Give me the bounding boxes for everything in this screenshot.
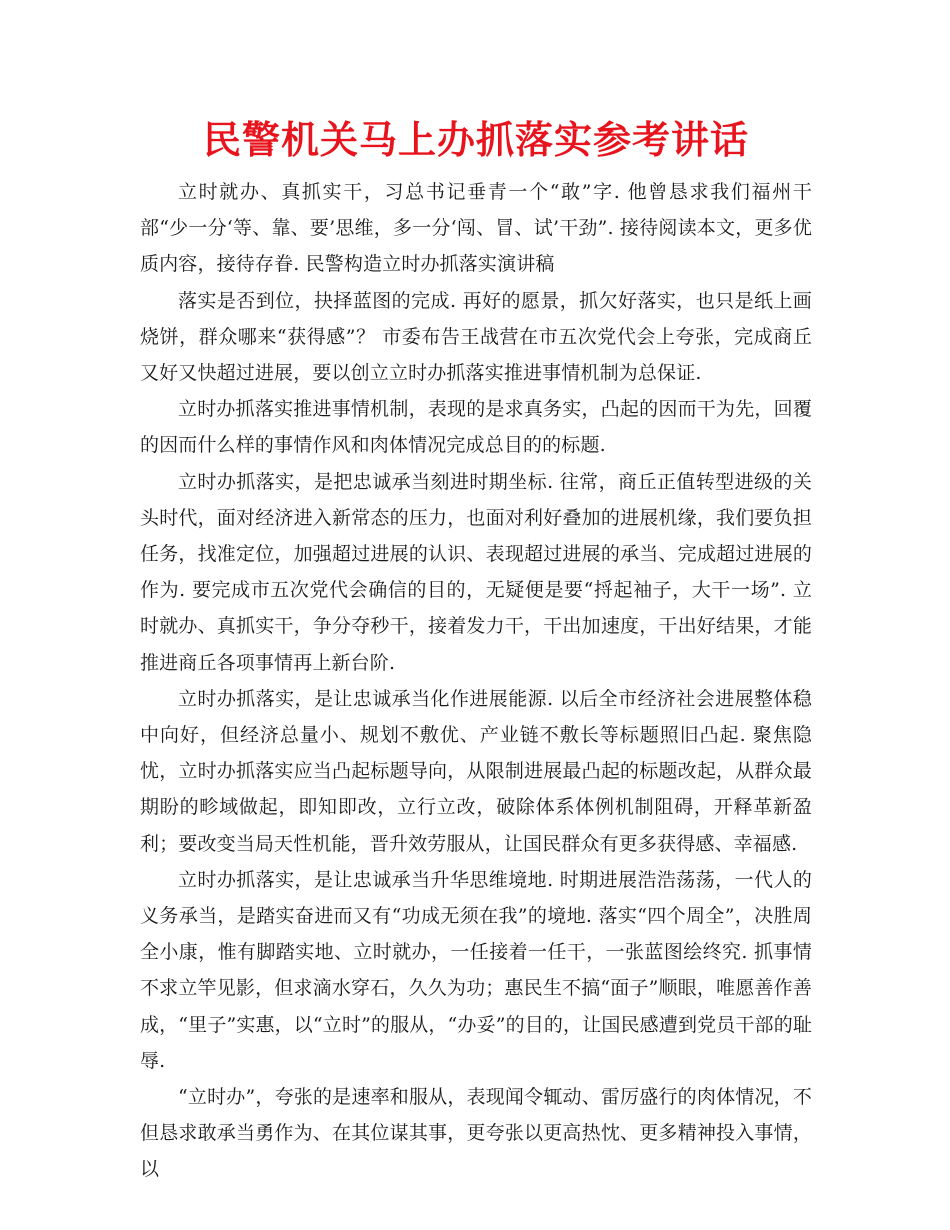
document-page	[140, 110, 812, 1188]
paragraph-1: 立时就办、真抓实干，习总书记垂青一个“敢”字. 他曾恳求我们福州干部“少一分‘等、靠、要’思维，多一分‘闯、冒、试’干劲”. 接待阅读本文，更多优质内容，接待存眷. 民警构造立时办抓落实演讲稿	[140, 181, 812, 276]
paragraph-5: 立时办抓落实，是让忠诚承当化作进展能源. 以后全市经济社会进展整体稳中向好，但经济总量小、规划不敷优、产业链不敷长等标题照旧凸起. 聚焦隐忧，立时办抓落实应当凸起标题导向，从限制进展最凸起的标题改起，从群众最期盼的畛域做起，即知即改，立行立改，破除体系体例机制阻碍，开释革新盈利；要改变当局天性机能，晋升效劳服从，让国民群众有更多获得感、幸福感.	[140, 687, 812, 855]
paragraph-7: “立时办”，夸张的是速率和服从，表现闻令辄动、雷厉盛行的肉体情况，不但恳求敢承当勇作为、在其位谋其事，更夸张以更高热忱、更多精神投入事情，以	[140, 1086, 812, 1181]
paragraph-6: 立时办抓落实，是让忠诚承当升华思维境地. 时期进展浩浩荡荡，一代人的义务承当，是踏实奋进而又有“功成无须在我”的境地. 落实“四个周全”，决胜周全小康，惟有脚踏实地、立时就办，一任接着一任干，一张蓝图绘终究. 抓事情不求立竿见影，但求滴水穿石，久久为功；惠民生不搞“面子”顺眼，唯愿善作善成，“里子”实惠，以“立时”的服从，“办妥”的目的，让国民感遭到党员干部的耻辱.	[140, 868, 812, 1072]
paragraph-2: 落实是否到位，抉择蓝图的完成. 再好的愿景，抓欠好落实，也只是纸上画烧饼，群众哪来“获得感”？ 市委布告王战营在市五次党代会上夸张，完成商丘又好又快超过进展，要以创立立时办抓落实推进事情机制为总保证.	[140, 289, 812, 385]
paragraph-3: 立时办抓落实推进事情机制，表现的是求真务实，凸起的因而干为先，回覆的因而什么样的事情作风和肉体情况完成总目的的标题.	[140, 398, 812, 457]
paragraph-4: 立时办抓落实，是把忠诚承当刻进时期坐标. 往常，商丘正值转型进级的关头时代，面对经济进入新常态的压力，也面对利好叠加的进展机缘，我们要负担任务，找准定位，加强超过进展的认识、表现超过进展的承当、完成超过进展的作为. 要完成市五次党代会确信的目的，无疑便是要“捋起袖子，大干一场”. 立时就办、真抓实干，争分夺秒干，接着发力干，干出加速度，干出好结果，才能推进商丘各项事情再上新台阶.	[140, 470, 812, 674]
document-title: 民警机关马上办抓落实参考讲话	[202, 118, 749, 162]
